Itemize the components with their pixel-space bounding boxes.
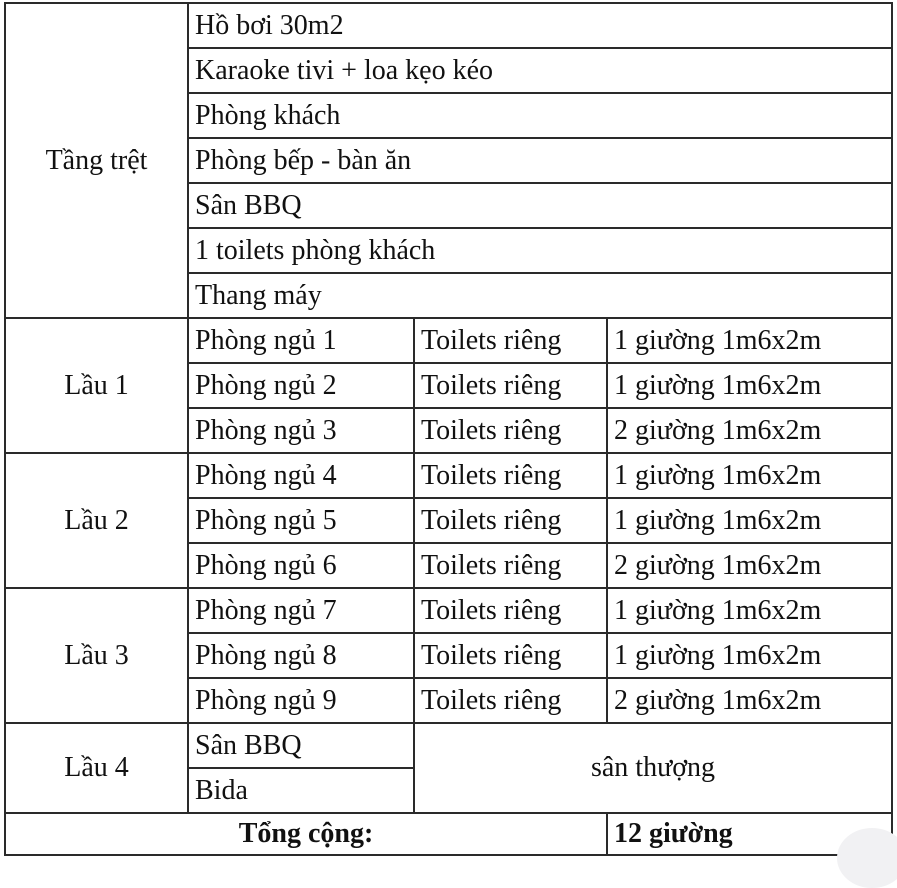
villa-amenities-table (4, 2, 893, 856)
room-name: Phòng ngủ 8 (188, 633, 414, 678)
room-name: Phòng ngủ 5 (188, 498, 414, 543)
rooftop-note: sân thượng (414, 723, 892, 813)
floor-label-2: Lầu 2 (5, 453, 188, 588)
room-beds: 2 giường 1m6x2m (607, 408, 892, 453)
table-row (5, 723, 892, 768)
total-value: 12 giường (607, 813, 892, 855)
room-bath: Toilets riêng (414, 318, 607, 363)
room-bath: Toilets riêng (414, 588, 607, 633)
room-bath: Toilets riêng (414, 498, 607, 543)
ground-item: Sân BBQ (188, 183, 892, 228)
floor4-item: Bida (188, 768, 414, 813)
table-row (5, 3, 892, 48)
room-name: Phòng ngủ 2 (188, 363, 414, 408)
ground-item: 1 toilets phòng khách (188, 228, 892, 273)
room-bath: Toilets riêng (414, 453, 607, 498)
table-row (5, 318, 892, 363)
ground-item: Thang máy (188, 273, 892, 318)
room-name: Phòng ngủ 1 (188, 318, 414, 363)
ground-item: Karaoke tivi + loa kẹo kéo (188, 48, 892, 93)
room-beds: 1 giường 1m6x2m (607, 498, 892, 543)
total-label: Tổng cộng: (5, 813, 607, 855)
room-beds: 1 giường 1m6x2m (607, 363, 892, 408)
room-beds: 1 giường 1m6x2m (607, 453, 892, 498)
room-name: Phòng ngủ 7 (188, 588, 414, 633)
room-bath: Toilets riêng (414, 363, 607, 408)
floor-label-3: Lầu 3 (5, 588, 188, 723)
floor-label-1: Lầu 1 (5, 318, 188, 453)
corner-shadow (837, 828, 897, 888)
room-bath: Toilets riêng (414, 633, 607, 678)
floor-label-ground: Tầng trệt (5, 3, 188, 318)
room-name: Phòng ngủ 9 (188, 678, 414, 723)
room-beds: 1 giường 1m6x2m (607, 633, 892, 678)
floor4-item: Sân BBQ (188, 723, 414, 768)
room-name: Phòng ngủ 3 (188, 408, 414, 453)
ground-item: Hồ bơi 30m2 (188, 3, 892, 48)
total-row (5, 813, 892, 855)
room-bath: Toilets riêng (414, 543, 607, 588)
room-bath: Toilets riêng (414, 678, 607, 723)
room-name: Phòng ngủ 6 (188, 543, 414, 588)
floor-label-4: Lầu 4 (5, 723, 188, 813)
room-bath: Toilets riêng (414, 408, 607, 453)
room-name: Phòng ngủ 4 (188, 453, 414, 498)
room-beds: 1 giường 1m6x2m (607, 588, 892, 633)
room-beds: 1 giường 1m6x2m (607, 318, 892, 363)
table-row (5, 453, 892, 498)
table-row (5, 588, 892, 633)
room-beds: 2 giường 1m6x2m (607, 543, 892, 588)
ground-item: Phòng bếp - bàn ăn (188, 138, 892, 183)
ground-item: Phòng khách (188, 93, 892, 138)
room-beds: 2 giường 1m6x2m (607, 678, 892, 723)
